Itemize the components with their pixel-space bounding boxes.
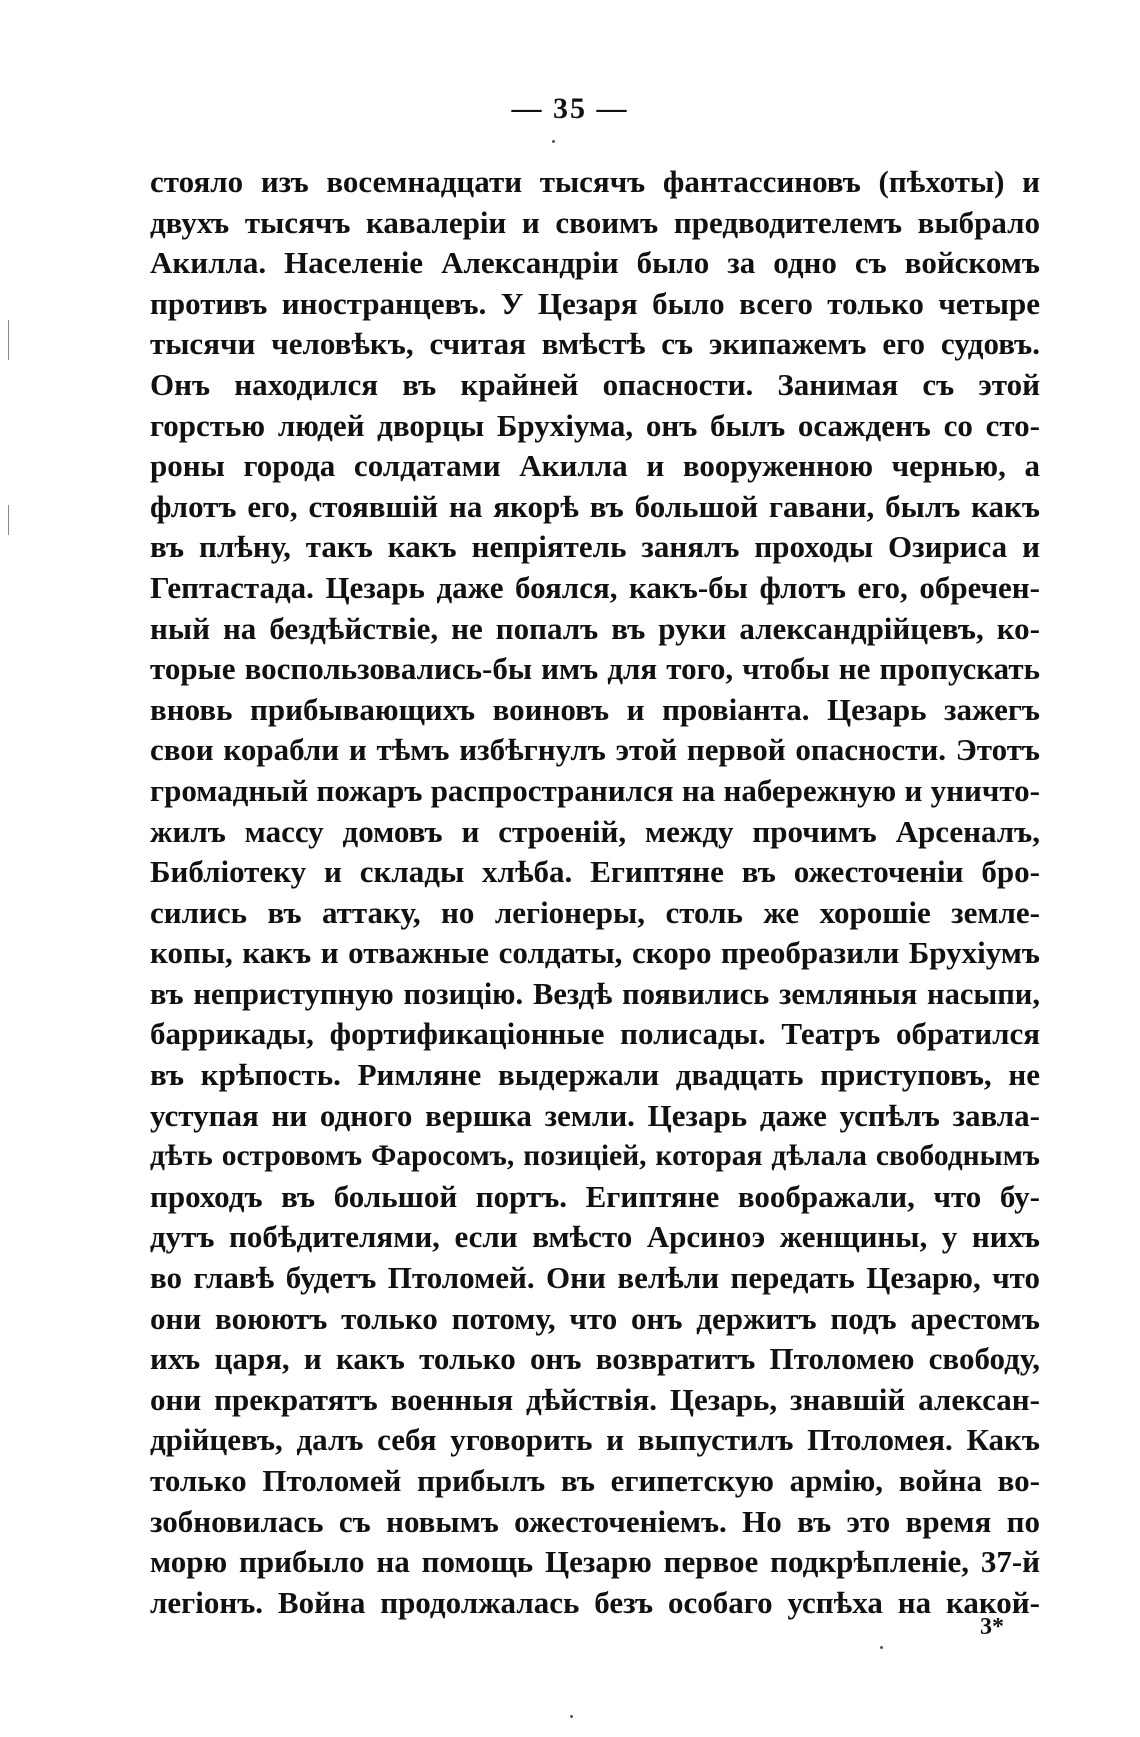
- text-line: двухъ тысячъ кавалеріи и своимъ предводителемъ выбрало: [150, 204, 1040, 240]
- text-line: морю прибыло на помощь Цезарю первое подкрѣпленіе, 37-й: [150, 1544, 1040, 1580]
- scan-margin-mark: [8, 320, 9, 360]
- text-line: Акилла. Населеніе Александріи было за одно съ войскомъ: [150, 245, 1040, 281]
- text-line: флотъ его, стоявшій на якорѣ въ большой гавани, былъ какъ: [150, 488, 1040, 524]
- text-line: стояло изъ восемнадцати тысячъ фантассиновъ (пѣхоты) и: [150, 164, 1040, 199]
- page-number: — 35 —: [511, 92, 629, 125]
- text-line: противъ иностранцевъ. У Цезаря было всего только четыре: [150, 285, 1040, 321]
- body-text: [150, 162, 1040, 1623]
- text-line: вновь прибывающихъ воиновъ и провіанта. Цезарь зажегъ: [150, 691, 1040, 727]
- text-line: баррикады, фортификаціонные полисады. Театръ обратился: [150, 1016, 1040, 1052]
- text-line: легіонъ. Война продолжалась безъ особаго успѣха на какой-: [150, 1584, 1040, 1620]
- text-line: сились въ аттаку, но легіонеры, столь же хорошіе земле-: [150, 894, 1040, 930]
- text-line: зобновилась съ новымъ ожесточеніемъ. Но въ это время по: [150, 1503, 1040, 1539]
- text-line: они воюютъ только потому, что онъ держитъ подъ арестомъ: [150, 1300, 1040, 1336]
- text-line: только Птоломей прибылъ въ египетскую армію, война во-: [150, 1463, 1040, 1498]
- scan-speck: [552, 140, 555, 143]
- text-line: горстью людей дворцы Брухіума, онъ былъ осажденъ со сто-: [150, 407, 1040, 443]
- text-line: громадный пожаръ распространился на набережную и уничто-: [150, 772, 1040, 808]
- text-line: свои корабли и тѣмъ избѣгнулъ этой первой опасности. Этотъ: [150, 732, 1040, 768]
- text-line: роны города солдатами Акилла и вооруженною чернью, а: [150, 448, 1040, 484]
- scan-margin-mark: [8, 505, 9, 535]
- text-line: они прекратятъ военныя дѣйствія. Цезарь, знавшій алексан-: [150, 1381, 1040, 1417]
- text-line: Гептастада. Цезарь даже боялся, какъ-бы флотъ его, обречен-: [150, 569, 1040, 605]
- printer-signature-mark: 3*: [980, 1614, 1004, 1640]
- text-line: въ плѣну, такъ какъ непріятель занялъ проходы Озириса и: [150, 529, 1040, 565]
- text-line: торые воспользовались-бы имъ для того, чтобы не пропускать: [150, 651, 1040, 687]
- text-line: дѣть островомъ Фаросомъ, позиціей, которая дѣлала свободнымъ: [150, 1140, 1040, 1173]
- scan-speck: [880, 1646, 883, 1649]
- text-line: во главѣ будетъ Птоломей. Они велѣли передать Цезарю, что: [150, 1260, 1040, 1296]
- scan-speck: [570, 1715, 573, 1718]
- text-line: копы, какъ и отважные солдаты, скоро преобразили Брухіумъ: [150, 935, 1040, 971]
- text-line: въ крѣпость. Римляне выдержали двадцать приступовъ, не: [150, 1057, 1040, 1093]
- text-line: ихъ царя, и какъ только онъ возвратитъ Птоломею свободу,: [150, 1341, 1040, 1377]
- text-line: дутъ побѣдителями, если вмѣсто Арсиноэ женщины, у нихъ: [150, 1219, 1040, 1255]
- text-line: уступая ни одного вершка земли. Цезарь даже успѣлъ завла-: [150, 1097, 1040, 1133]
- text-line: дрійцевъ, далъ себя уговорить и выпустилъ Птоломея. Какъ: [150, 1422, 1040, 1458]
- text-line: въ неприступную позицію. Вездѣ появились земляныя насыпи,: [150, 976, 1040, 1011]
- text-line: жилъ массу домовъ и строеній, между прочимъ Арсеналъ,: [150, 813, 1040, 849]
- text-line: проходъ въ большой портъ. Египтяне воображали, что бу-: [150, 1178, 1040, 1214]
- text-line: Библіотеку и склады хлѣба. Египтяне въ ожесточеніи бро-: [150, 854, 1040, 890]
- text-line: Онъ находился въ крайней опасности. Занимая съ этой: [150, 366, 1040, 402]
- text-line: ный на бездѣйствіе, не попалъ въ руки александрійцевъ, ко-: [150, 610, 1040, 646]
- text-line: тысячи человѣкъ, считая вмѣстѣ съ экипажемъ его судовъ.: [150, 326, 1040, 362]
